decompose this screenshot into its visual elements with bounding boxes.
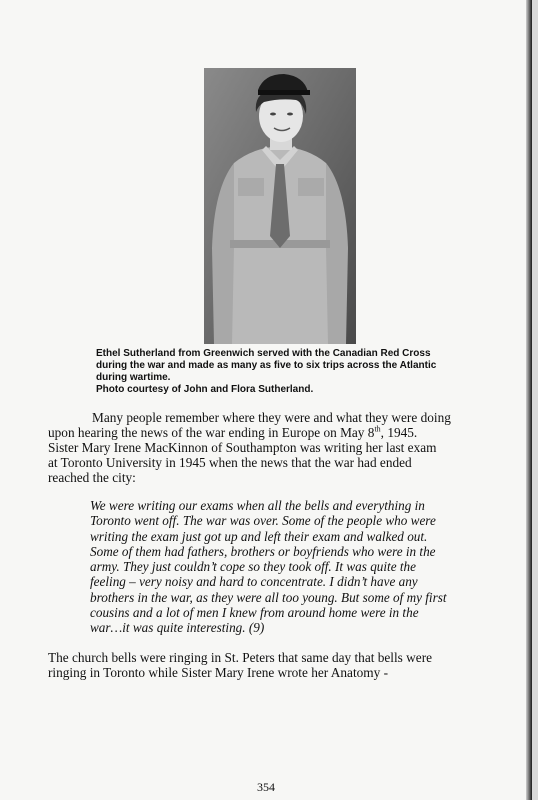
quote-line: cousins and a lot of men I knew from around home were in the — [90, 605, 419, 621]
caption-line: Photo courtesy of John and Flora Sutherland. — [96, 384, 314, 395]
paragraph-1 — [48, 410, 500, 485]
portrait-photo — [204, 68, 356, 344]
caption-line: Ethel Sutherland from Greenwich served with the Canadian Red Cross — [96, 348, 431, 359]
page-edge-shadow — [526, 0, 532, 800]
quote-line: We were writing our exams when all the bells and everything in — [90, 498, 425, 513]
paragraph-text: upon hearing the news of the war ending in Europe on May 8 — [48, 425, 375, 440]
paragraph-line: ringing in Toronto while Sister Mary Irene wrote her Anatomy - — [48, 665, 389, 680]
paragraph-line: at Toronto University in 1945 when the news that the war had ended — [48, 455, 412, 470]
quote-line: war…it was quite interesting. (9) — [90, 620, 265, 636]
paragraph-line — [48, 425, 500, 440]
paragraph-text: , 1945. — [380, 425, 418, 440]
quote-line: Some of them had fathers, brothers or boyfriends who were in the — [90, 543, 436, 559]
quote-line: brothers in the war, as they were all too young. But some of my first — [90, 589, 447, 605]
page-number: 354 — [257, 780, 275, 794]
paragraph-line: Many people remember where they were and what they were doing — [92, 410, 451, 425]
quote-line: writing the exam just got up and left their exam and walked out. — [90, 528, 428, 544]
photo-caption — [96, 348, 506, 396]
caption-line: during the war and made as many as five to six trips across the Atlantic — [96, 360, 437, 371]
block-quote — [90, 498, 502, 636]
paragraph-line: Sister Mary Irene MacKinnon of Southampton was writing her last exam — [48, 440, 437, 455]
ordinal-suffix: th — [374, 424, 381, 434]
paragraph-line: The church bells were ringing in St. Peters that same day that bells were — [48, 650, 433, 665]
paragraph-2 — [48, 650, 500, 680]
caption-line: during wartime. — [96, 372, 171, 383]
quote-line: feeling – very noisy and hard to concentrate. I didn’t have any — [90, 574, 418, 590]
portrait-photo-image — [204, 68, 356, 344]
quote-line: Toronto went off. The war was over. Some of the people who were — [90, 513, 436, 529]
quote-line: army. They just couldn’t cope so they took off. It was quite the — [90, 559, 416, 575]
paragraph-line: reached the city: — [48, 470, 136, 485]
